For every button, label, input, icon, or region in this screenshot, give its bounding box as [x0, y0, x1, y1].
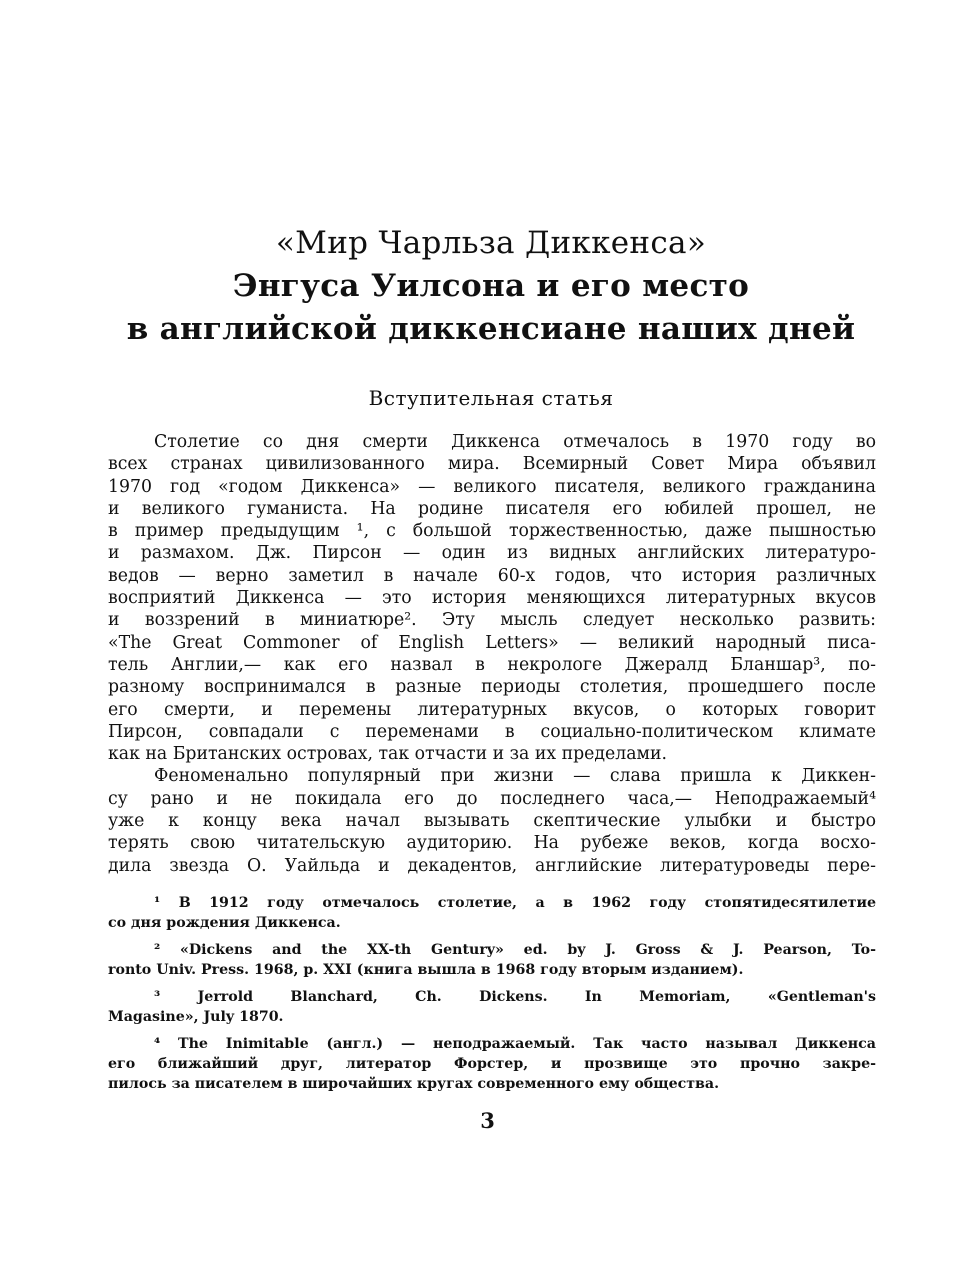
body-line: «The Great Commoner of English Letters» — великий народный писа- — [108, 632, 876, 653]
body-line: разному воспринимался в разные периоды столетия, прошедшего после — [108, 677, 876, 698]
footnote-line: пилось за писателем в широчайших кругах современного ему общества. — [108, 1076, 720, 1092]
body-line: тель Англии,— как его назвал в некрологе Джералд Бланшар³, по- — [108, 654, 876, 675]
title-line-3: в английской диккенсиане наших дней — [126, 311, 856, 347]
footnote-2 — [108, 940, 876, 980]
title-line-2: Энгуса Уилсона и его место — [232, 268, 750, 304]
body-line: Феноменально популярный при жизни — слава пришла к Диккен- — [154, 766, 876, 787]
footnote-line: со дня рождения Диккенса. — [108, 915, 341, 931]
body-line: ведов — верно заметил в начале 60-х годов, что история различных — [108, 565, 876, 586]
footnotes — [108, 893, 876, 1094]
page-number: 3 — [480, 1108, 495, 1133]
footnote-1 — [108, 893, 876, 933]
footnote-line: ronto Univ. Press. 1968, p. XXI (книга вышла в 1968 году вторым изданием). — [108, 962, 744, 978]
body-line: Пирсон, совпадали с переменами в социально-политическом климате — [108, 721, 876, 742]
footnote-4 — [108, 1034, 876, 1094]
title-line-1: «Мир Чарльза Диккенса» — [275, 225, 707, 261]
body-text — [108, 431, 876, 877]
footnote-line: ¹ В 1912 году отмечалось столетие, а в 1962 году стопятидесятилетие — [154, 895, 876, 911]
body-line: в пример предыдущим ¹, с большой торжественностью, даже пышностью — [108, 521, 876, 542]
body-line: су рано и не покидала его до последнего часа,— Неподражаемый⁴ — [108, 788, 876, 809]
footnote-line: его ближайший друг, литератор Форстер, и прозвище это прочно закре- — [108, 1056, 876, 1072]
body-line: его смерти, и перемены литературных вкусов, о которых говорит — [108, 699, 876, 720]
footnote-line: ³ Jerrold Blanchard, Ch. Dickens. In Memoriam, «Gentleman's — [154, 989, 876, 1005]
body-line: и размахом. Дж. Пирсон — один из видных английских литературо- — [108, 543, 876, 564]
body-line: и великого гуманиста. На родине писателя его юбилей прошел, не — [108, 498, 876, 519]
article-title — [100, 222, 882, 351]
footnote-3 — [108, 987, 876, 1027]
body-line: дила звезда О. Уайльда и декадентов, английские литературоведы пере- — [108, 855, 876, 876]
body-line: как на Британских островах, так отчасти и за их пределами. — [108, 744, 667, 765]
body-line: терять свою читательскую аудиторию. На рубеже веков, когда восхо- — [108, 833, 876, 854]
body-line: всех странах цивилизованного мира. Всемирный Совет Мира объявил — [108, 454, 876, 475]
body-line: и воззрений в миниатюре². Эту мысль следует несколько развить: — [108, 610, 876, 631]
footnote-line: Magasine», July 1870. — [108, 1009, 284, 1025]
body-line: Столетие со дня смерти Диккенса отмечалось в 1970 году во — [154, 432, 876, 452]
body-line: 1970 год «годом Диккенса» — великого писателя, великого гражданина — [108, 476, 876, 497]
section-subtitle: Вступительная статья — [368, 386, 614, 410]
footnote-line: ⁴ The Inimitable (англ.) — неподражаемый. Так часто называл Диккенса — [154, 1036, 876, 1052]
body-line: уже к концу века начал вызывать скептические улыбки и быстро — [108, 811, 876, 832]
body-line: восприятий Диккенса — это история меняющихся литературных вкусов — [108, 588, 876, 609]
footnote-line: ² «Dickens and the XX-th Gentury» ed. by J. Gross & J. Pearson, To- — [154, 942, 876, 958]
